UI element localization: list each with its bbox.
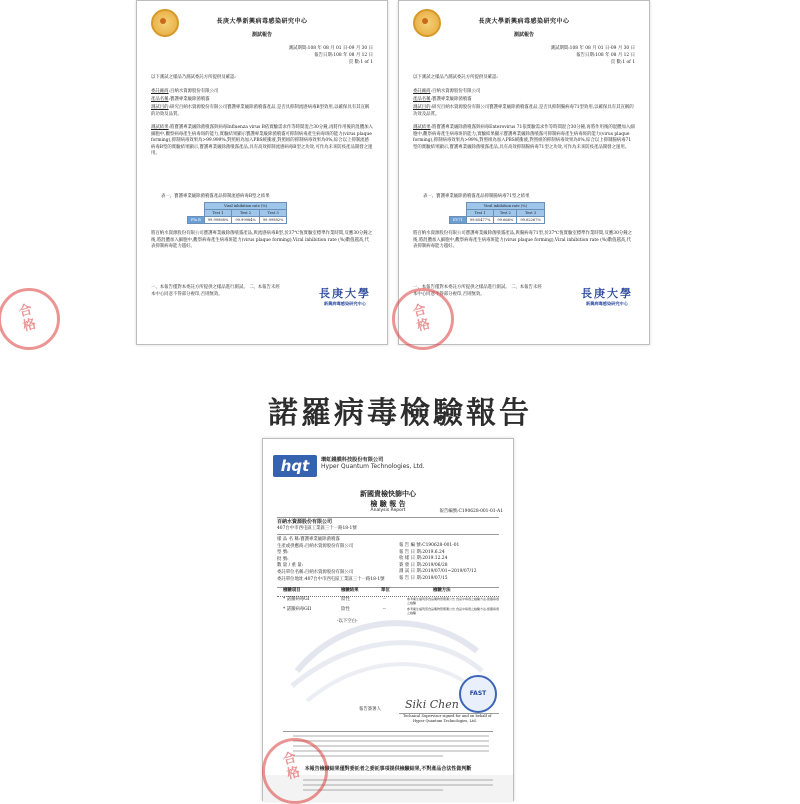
signature-small: 新興病毒感染研究中心 — [586, 301, 628, 306]
meta-report-date: 報告日期:108 年 08 月 12 日 — [576, 53, 635, 58]
company-name-cn: 環虹錢膜科技股份有限公司 — [321, 457, 384, 463]
sample-row — [413, 97, 635, 104]
client-name: 百納水資源股份有限公司 — [277, 519, 333, 525]
table-row — [283, 597, 499, 607]
method-value: :將寶護專業級除菌噴霧與病毒Enterovirus 71依實驗需求作等時間混合30分鐘,再將作用後的混體加入細胞中,觀察病毒產生病毒斑的能力,實驗結果顯示寶護專業級除菌噴霧可抑制病毒產生病毒斑的能力(virus plaque forming),抑制病毒效果為>99%,對照組為加入PBS緩衝液,對照組的抑制病毒效果為0%,綜合以上抑制腸病毒71型的實驗結果顯示,寶護專業級除菌噴霧產品,具有高效抑制腸病毒71型之功效,可作為未來防疫產品開發之運用。 — [413, 125, 635, 150]
signer-company: Hyper Quantum Technologies, Ltd. — [413, 719, 477, 723]
method-row — [151, 125, 373, 158]
end-mark: -以下空白- — [337, 619, 358, 624]
company-logo: hqt — [273, 455, 317, 477]
row-result: 陰性 — [341, 597, 350, 602]
sample-label: 產品名稱 — [151, 97, 169, 102]
col-method: 檢驗方法 — [433, 588, 451, 593]
value-test-2: 99.99984% — [232, 217, 260, 224]
meta-test-period: 測試期間:108 年 08 月 01 日-09 月 30 日 — [288, 46, 373, 51]
approval-stamp — [262, 738, 328, 804]
fields-right — [399, 543, 477, 583]
signature-block — [319, 285, 371, 307]
meta-test-period: 測試期間:108 年 08 月 01 日-09 月 30 日 — [550, 46, 635, 51]
signature-block — [581, 285, 633, 307]
purpose-value: :研究百納水資源股份有限公司寶護專業級除菌噴霧產品,是否具抑制腸病毒71型效用,以確保具有其宣稱的功效及品質。 — [413, 105, 634, 117]
method-value: :將寶護專業級除菌噴霧與病毒Influenza virus B依實驗需求作等時間混合30分鐘,再將作用後的混體加入細胞中,觀察病毒產生病毒斑的能力,實驗結果顯示寶護專業級除菌噴霧可抑制病毒產生病毒斑的能力(virus plaque forming),抑制病毒效果為>99.999%,對照組為加入PBS緩衝液,對照組的抑制病毒效果為0%,綜合以上抑制流感病毒B型的實驗結果顯示,寶護專業級除菌噴霧產品,具有高效抑制流感病毒B型之功效,可作為未來防疫產品開發之運用。 — [151, 125, 373, 157]
university-title: 長庚大學新興病毒感染研究中心 — [216, 18, 308, 25]
sample-row — [151, 97, 373, 104]
approval-stamp — [392, 288, 454, 350]
center-name: 新國貴檢快篩中心 — [360, 489, 416, 498]
field-model: 型 號: — [277, 550, 289, 556]
report-title: 測試報告 — [513, 32, 534, 38]
row-item: * 諾羅病毒GII — [283, 607, 312, 612]
sample-value: :寶護專業級除菌噴霧 — [430, 97, 472, 102]
field-quantity: 數 量 / 重 量: — [277, 563, 304, 569]
row-unit: -- — [383, 607, 386, 612]
meta-report-date: 報告日期:108 年 08 月 12 日 — [314, 53, 373, 58]
col-test-2: Test 2 — [232, 210, 260, 217]
signature: Siki Chen — [405, 698, 459, 711]
client-row — [151, 89, 373, 96]
col-test-1: Test 1 — [204, 210, 232, 217]
report-title: 測試報告 — [251, 32, 272, 38]
value-test-2: 99.666% — [494, 217, 517, 224]
purpose-row — [413, 105, 635, 118]
purpose-label: 測試目的 — [413, 105, 431, 110]
client-label: 委託廠商 — [413, 89, 431, 94]
results-table — [187, 202, 287, 224]
approval-stamp — [0, 288, 60, 350]
field-lot: 批 號: — [277, 556, 289, 562]
signer-title: Technical Supervisor signed for and on behalf of — [403, 714, 492, 718]
field-sample-name: 樣 品 名 稱:寶護專業級除菌噴霧 — [277, 537, 340, 542]
meta-pages: 頁 數:1 of 1 — [610, 60, 635, 65]
field-test-date: 測 試 日 期:2019/07/01~2019/07/12 — [399, 569, 477, 575]
client-value: :百納水資源股份有限公司 — [430, 89, 481, 94]
stamp-text: 合格 — [411, 302, 432, 335]
method-label: 測試結果 — [413, 125, 431, 130]
intro-text: 以下測試之樣品乃測試委託方所提供及確認: — [413, 75, 498, 80]
intro-text: 以下測試之樣品乃測試委託方所提供及確認: — [151, 75, 236, 80]
university-title: 長庚大學新興病毒感染研究中心 — [478, 18, 570, 25]
col-test-3: Test 3 — [517, 210, 545, 217]
row-item: * 諾羅病毒GI — [283, 597, 310, 602]
purpose-row — [151, 105, 373, 118]
field-report-date: 報 告 日 期:2019.6.24 — [399, 549, 445, 555]
purpose-label: 測試目的 — [151, 105, 169, 110]
divider — [283, 731, 493, 732]
field-receive-date: 收 樣 日 期:2019.12.24 — [399, 556, 448, 562]
divider — [277, 517, 499, 518]
divider — [277, 534, 499, 535]
fields-left — [277, 537, 385, 583]
stamp-text: 合格 — [281, 750, 302, 783]
field-supplier: 生產或供應商:百納水資源股份有限公司 — [277, 543, 354, 549]
results-table — [449, 202, 545, 224]
conclusion-text: 將百納水資源股份有限公司寶護專業級除菌噴霧產品,與流感病毒B型,於37℃恆實驗室標準作業時間,反應30分鐘之後,將混體加入細胞中,觀察病毒產生病毒斑能力(virus plaque forming),Viral inhibition rate (%)數值越高,代表抑制病毒能力越好。 — [151, 231, 373, 250]
client-row — [413, 89, 635, 96]
client-address: 407台中市西屯區工業區三十一路18-1號 — [277, 526, 357, 531]
purpose-value: :研究百納水資源股份有限公司寶護專業級除菌噴霧產品,是否具抑制流感病毒B型效用,以確保具有其宣稱的功效及品質。 — [151, 105, 370, 117]
sample-label: 產品名稱 — [413, 97, 431, 102]
table-header: Viral inhibition rate (%) — [204, 203, 287, 210]
signer-label: 報告簽署人 — [359, 707, 381, 712]
field-report-no: 報 告 編 號:C190628-001-01 — [399, 543, 460, 548]
signature-big: 長庚大學 — [319, 287, 371, 300]
client-label: 委託廠商 — [151, 89, 169, 94]
value-test-3: 99.62267% — [517, 217, 545, 224]
signature-small: 新興病毒感染研究中心 — [324, 301, 366, 306]
company-name-en: Hyper Quantum Technologies, Ltd. — [321, 463, 425, 470]
notes-text: 一、本報告僅對本委託方所提供之樣品進行測試。 二、本報告未經本中心同意不得部分複印,否則無效。 — [151, 285, 280, 297]
report-title-en: Analysis Report — [370, 508, 406, 513]
company-name — [321, 456, 425, 470]
value-test-1: 99.65477% — [466, 217, 494, 224]
footer-contact — [303, 779, 493, 791]
virus-name: EV71 — [450, 217, 467, 224]
table-caption: 表一、寶護專業級除菌噴霧產品抑制腸病毒71型之結果 — [423, 194, 530, 199]
notes-text: 一、本報告僅對本委託方所提供之樣品進行測試。 二、本報告未經本中心同意不得部分複印,否則無效。 — [413, 285, 542, 297]
field-issue-date: 簽 發 日 期:2019/06/28 — [399, 562, 448, 568]
col-test-2: Test 2 — [494, 210, 517, 217]
report-number: 報告編號:C190628-001-01-A1 — [439, 509, 503, 514]
fast-badge-icon: FAST — [459, 675, 497, 713]
table-header: Viral inhibition rate (%) — [466, 203, 544, 210]
value-test-3: 99.99982% — [259, 217, 287, 224]
virus-name: Flu B — [188, 217, 205, 224]
conclusion-text: 將百納水資源股份有限公司寶護專業級除菌噴霧產品,與腸病毒71型,於37℃恆實驗室標準作業時間,反應30分鐘之後,將混體加入細胞中,觀察病毒產生病毒斑能力(virus plaque forming),Viral inhibition rate (%)數值越高,代表抑制病毒能力越好。 — [413, 231, 633, 250]
watermark-graphic — [287, 611, 487, 706]
row-method: 參考衛生福利部食品藥物管理署公告 食品中病毒之檢驗方法-諾羅病毒之檢驗 — [407, 597, 499, 605]
method-label: 測試結果 — [151, 125, 169, 130]
page-headline: 諾羅病毒檢驗報告 — [268, 396, 532, 431]
col-unit: 單位 — [381, 588, 390, 593]
client-value: :百納水資源股份有限公司 — [168, 89, 219, 94]
table-caption: 表一、寶護專業級除菌噴霧產品抑制流感病毒B型之結果 — [161, 194, 270, 199]
col-test-3: Test 3 — [259, 210, 287, 217]
method-row — [413, 125, 635, 151]
field-client-name: 委託單位名稱:百納水資源股份有限公司 — [277, 569, 354, 575]
col-test-1: Test 1 — [466, 210, 494, 217]
row-result: 陰性 — [341, 607, 350, 612]
field-final-date: 報 告 日 期:2019/07/15 — [399, 575, 448, 581]
footer-notice: 本報告檢驗結果僅對委託者之委託事項提供檢驗結果,不對產品合法性做判斷 — [304, 766, 472, 772]
row-method: 參考衛生福利部食品藥物管理署公告 食品中病毒之檢驗方法-諾羅病毒之檢驗 — [407, 607, 499, 615]
meta-pages: 頁 數:1 of 1 — [348, 60, 373, 65]
row-unit: -- — [383, 597, 386, 602]
col-result: 檢驗結果 — [341, 588, 359, 593]
col-item: 檢驗項目 — [283, 588, 301, 593]
report-left — [136, 0, 388, 345]
stamp-text: 合格 — [17, 302, 38, 335]
value-test-1: 99.99968% — [204, 217, 232, 224]
signature-big: 長庚大學 — [581, 287, 633, 300]
report-title: 檢 驗 報 告 — [370, 499, 406, 508]
field-client-address: 委託單位地址:407台中市西屯區工業區三十一路18-1號 — [277, 576, 385, 582]
sample-value: :寶護專業級除菌噴霧 — [168, 97, 210, 102]
